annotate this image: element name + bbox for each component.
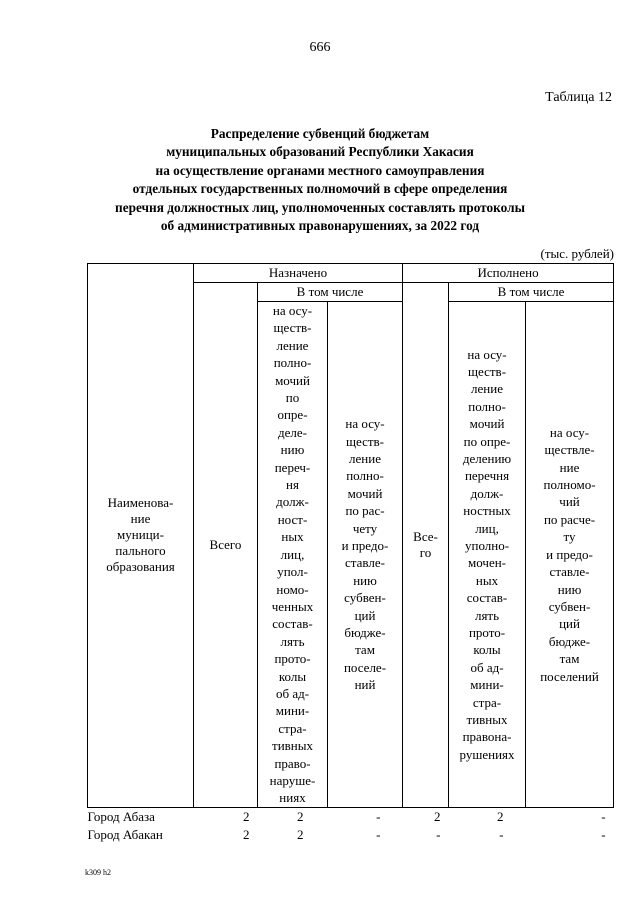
table-label: Таблица 12	[545, 90, 612, 105]
title-line: перечня должностных лиц, уполномоченных составлять протоколы	[115, 199, 525, 215]
value-executed-protocols: -	[499, 826, 504, 842]
value-assigned-protocols: 2	[297, 808, 304, 824]
value-executed-protocols: 2	[497, 808, 504, 824]
value-assigned-total: 2	[243, 808, 250, 824]
header-executed: Исполнено	[403, 264, 614, 283]
value-assigned-settlements: -	[376, 826, 381, 842]
title-line: на осуществление органами местного самоуправления	[155, 162, 485, 178]
units-label: (тыс. рублей)	[540, 246, 614, 261]
footer-code: k309 h2	[85, 868, 111, 877]
header-assigned-including: В том числе	[258, 283, 403, 302]
page-number: 666	[309, 40, 331, 55]
value-executed-settlements: -	[601, 826, 606, 842]
header-executed-settlements: на осу- ществле- ние полномо- чий по расче- ту и предо- ставле- нию субвен- ций бюдже- там поселений	[526, 302, 614, 808]
header-executed-protocols: на осу- ществ- ление полно- мочий по опре- делению перечня долж- ностных лиц, уполно- мочен- ных состав- лять прото- колы об ад- мини- стра- тивных правона- рушениях	[449, 302, 526, 808]
header-assigned-settlements: на осу- ществ- ление полно- мочий по рас- чету и предо- ставле- нию субвен- ций бюдже- там поселе- ний	[328, 302, 403, 808]
value-assigned-total: 2	[243, 826, 250, 842]
title-line: отдельных государственных полномочий в сфере определения	[132, 181, 508, 197]
value-assigned-protocols: 2	[297, 826, 304, 842]
title-line: Распределение субвенций бюджетам	[210, 126, 430, 141]
header-executed-total: Все- го	[403, 283, 449, 808]
header-assigned-protocols: на осу- ществ- ление полно- мочий по опре- деле- нию переч- ня долж- ност- ных лиц, упол- номо- ченных состав- лять прото- колы об ад- мини- стра- тивных право- наруше- ниях	[258, 302, 328, 808]
header-executed-including: В том числе	[449, 283, 614, 302]
document-title	[40, 125, 600, 235]
header-municipality-name: Наименова- ние муници- пального образования	[88, 264, 194, 808]
title-line: муниципальных образований Республики Хакасия	[166, 144, 474, 160]
value-assigned-settlements: -	[376, 808, 381, 824]
table-row	[88, 826, 614, 844]
value-executed-settlements: -	[601, 808, 606, 824]
header-assigned-total: Всего	[194, 283, 258, 808]
municipality-name: Город Абакан	[87, 826, 163, 842]
value-executed-total: 2	[434, 808, 441, 824]
value-executed-total: -	[436, 826, 441, 842]
title-line: об административных правонарушениях, за 2022 год	[160, 218, 480, 234]
municipality-name: Город Абаза	[87, 808, 155, 824]
subventions-table	[87, 263, 614, 844]
table-row	[88, 807, 614, 826]
header-assigned: Назначено	[194, 264, 403, 283]
